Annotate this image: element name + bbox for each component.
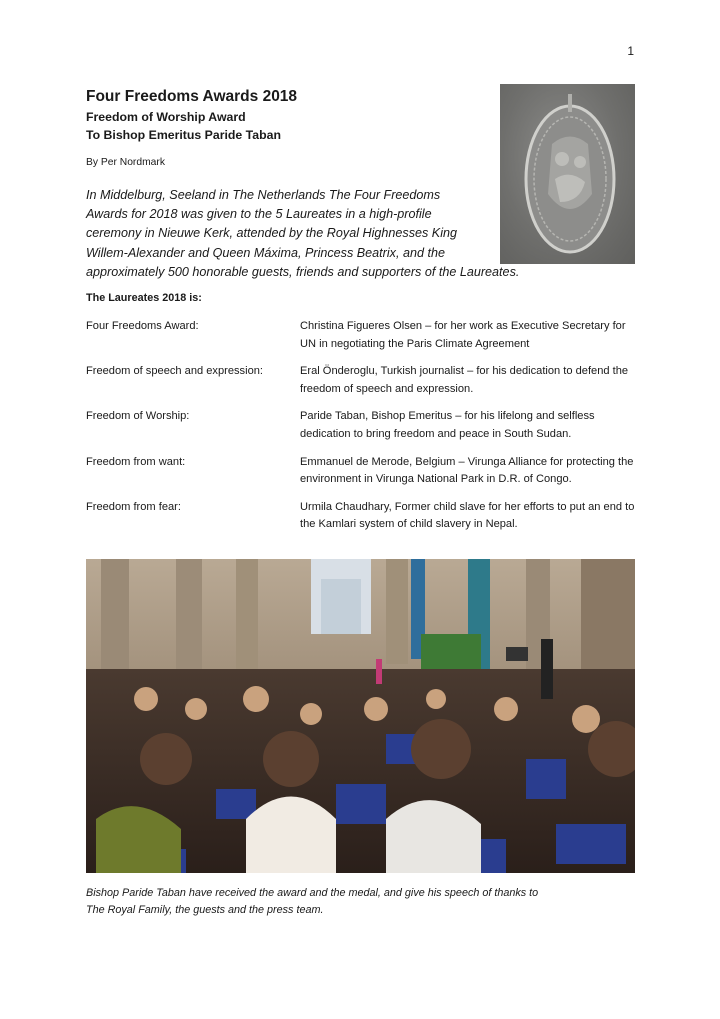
laureate-category: Freedom of Worship: — [86, 410, 190, 423]
laureates-heading: The Laureates 2018 is: — [86, 292, 202, 304]
document-title: Four Freedoms Awards 2018 — [86, 88, 298, 105]
laureate-row — [86, 408, 638, 443]
laureate-description: Emmanuel de Merode, Belgium – Virunga Alliance for protecting the environment in Virunga National Park in D.R. of Congo. — [300, 455, 634, 486]
laureate-row — [86, 454, 638, 489]
page-number: 1 — [627, 44, 634, 58]
laureate-category: Freedom from want: — [86, 455, 186, 468]
intro-line: approximately 500 honorable guests, friends and supporters of the Laureates. — [86, 264, 520, 279]
laureate-category: Four Freedoms Award: — [86, 320, 199, 332]
laureate-description: Urmila Chaudhary, Former child slave for her efforts to put an end to the Kamlari system of child slavery in Nepal. — [300, 500, 635, 531]
photo-caption — [86, 885, 646, 919]
recipient-subtitle: To Bishop Emeritus Paride Taban — [86, 128, 281, 142]
caption-line: Bishop Paride Taban have received the award and the medal, and give his speech of thanks to — [86, 887, 539, 899]
intro-line: Willem-Alexander and Queen Máxima, Princess Beatrix, and the — [86, 245, 445, 260]
laureate-row — [86, 499, 638, 534]
ceremony-hall-photo — [86, 559, 635, 873]
laureate-row — [86, 363, 638, 398]
caption-line: The Royal Family, the guests and the press team. — [86, 904, 324, 917]
medal-photo — [500, 84, 635, 264]
intro-line: Awards for 2018 was given to the 5 Laureates in a high-profile — [86, 207, 432, 222]
laureates-list — [86, 318, 638, 544]
award-subtitle: Freedom of Worship Award — [86, 110, 246, 124]
laureate-description: Christina Figueres Olsen – for her work as Executive Secretary for UN in negotiating the Paris Climate Agreement — [300, 320, 626, 350]
intro-line: ceremony in Nieuwe Kerk, attended by the Royal Highnesses King — [86, 226, 458, 241]
intro-paragraph — [86, 186, 556, 282]
laureate-category: Freedom from fear: — [86, 500, 181, 513]
medal-illustration — [500, 84, 635, 264]
byline: By Per Nordmark — [86, 157, 165, 168]
laureate-description: Eral Önderoglu, Turkish journalist – for his dedication to defend the freedom of speech and expression. — [300, 365, 629, 395]
laureate-description: Paride Taban, Bishop Emeritus – for his lifelong and selfless dedication to bring freedom and peace in South Sudan. — [300, 410, 595, 440]
laureate-category: Freedom of speech and expression: — [86, 365, 263, 378]
ceremony-illustration — [86, 559, 635, 873]
laureate-row — [86, 318, 638, 353]
intro-line: In Middelburg, Seeland in The Netherlands The Four Freedoms — [86, 188, 441, 202]
